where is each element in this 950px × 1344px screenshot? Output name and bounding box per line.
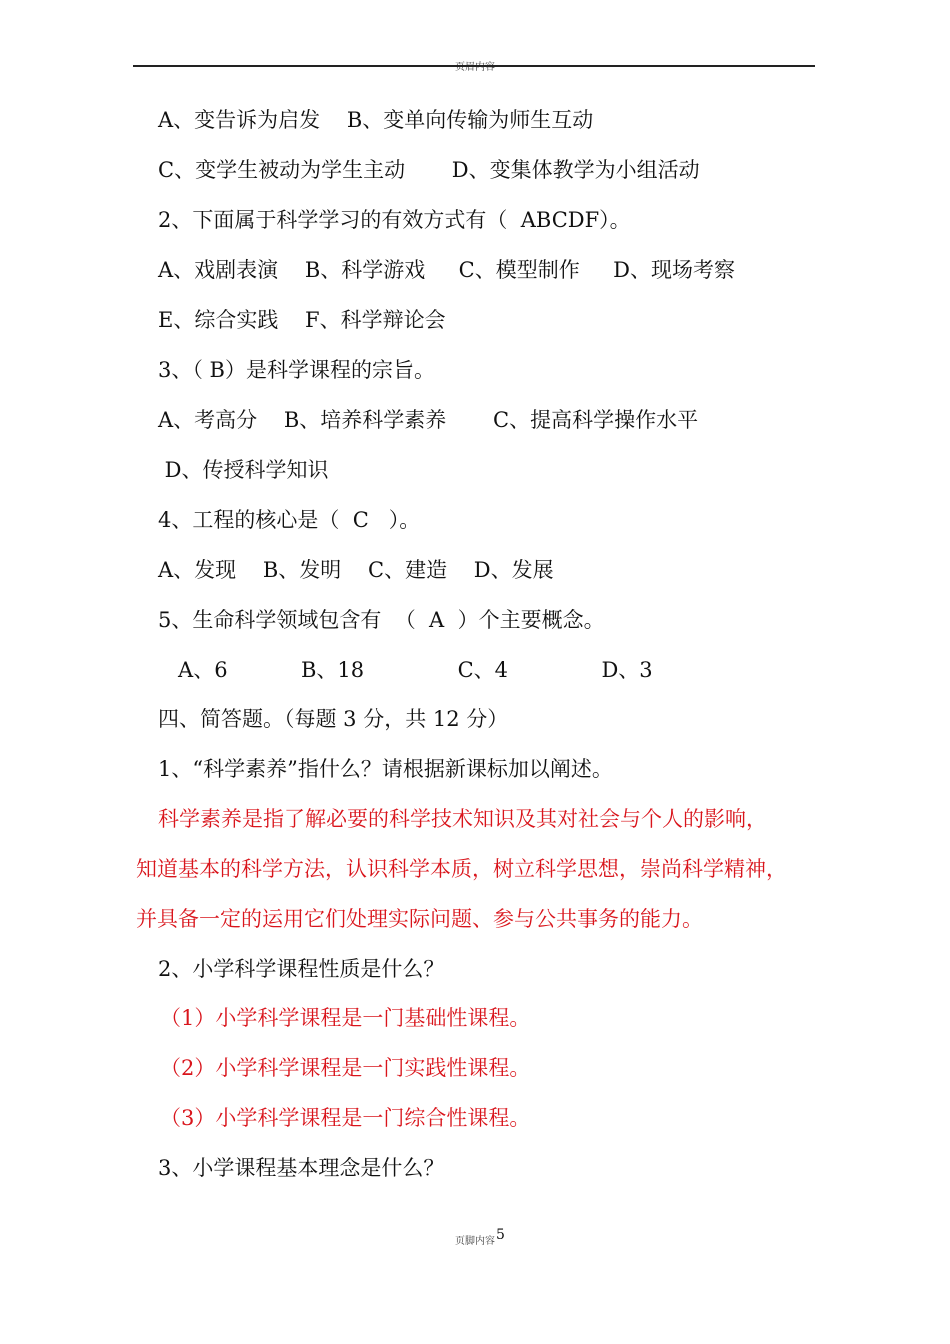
page-number: 5 xyxy=(496,1227,505,1243)
question-line: 4、工程的核心是（ C ）。 xyxy=(158,508,421,532)
footer-text: 页脚内容 xyxy=(455,1236,495,1247)
option-line: A、戏剧表演 B、科学游戏 C、模型制作 D、现场考察 xyxy=(158,258,735,282)
option-line: A、变告诉为启发 B、变单向传输为师生互动 xyxy=(158,108,594,132)
page-footer xyxy=(455,1227,505,1248)
answer-line: 知道基本的科学方法，认识科学本质，树立科学思想，崇尚科学精神， xyxy=(136,857,787,881)
question-line: 1、“科学素养”指什么？请根据新课标加以阐述。 xyxy=(158,757,613,781)
question-line: 2、小学科学课程性质是什么？ xyxy=(158,957,445,981)
answer-line: 科学素养是指了解必要的科学技术知识及其对社会与个人的影响， xyxy=(158,807,767,831)
question-line: 5、生命科学领域包含有 （ A ）个主要概念。 xyxy=(158,608,605,632)
option-line: A、6 B、18 C、4 D、3 xyxy=(158,658,653,682)
answer-line: 并具备一定的运用它们处理实际问题、参与公共事务的能力。 xyxy=(136,907,703,931)
question-line: 3、小学课程基本理念是什么？ xyxy=(158,1156,445,1180)
section-heading: 四、简答题。（每题 3 分，共 12 分） xyxy=(158,707,509,731)
answer-line: （1）小学科学课程是一门基础性课程。 xyxy=(160,1006,531,1030)
option-line: E、综合实践 F、科学辩论会 xyxy=(158,308,446,332)
page-header: 页眉内容 xyxy=(455,62,495,73)
option-line: A、考高分 B、培养科学素养 C、提高科学操作水平 xyxy=(158,408,699,432)
option-line: A、发现 B、发明 C、建造 D、发展 xyxy=(158,558,554,582)
question-line: 2、下面属于科学学习的有效方式有（ ABCDF）。 xyxy=(158,208,631,232)
answer-line: （3）小学科学课程是一门综合性课程。 xyxy=(160,1106,531,1130)
question-line: 3、（ B）是科学课程的宗旨。 xyxy=(158,358,435,382)
answer-line: （2）小学科学课程是一门实践性课程。 xyxy=(160,1056,531,1080)
option-line: D、传授科学知识 xyxy=(158,458,329,482)
header-rule xyxy=(133,65,815,67)
option-line: C、变学生被动为学生主动 D、变集体教学为小组活动 xyxy=(158,158,700,182)
